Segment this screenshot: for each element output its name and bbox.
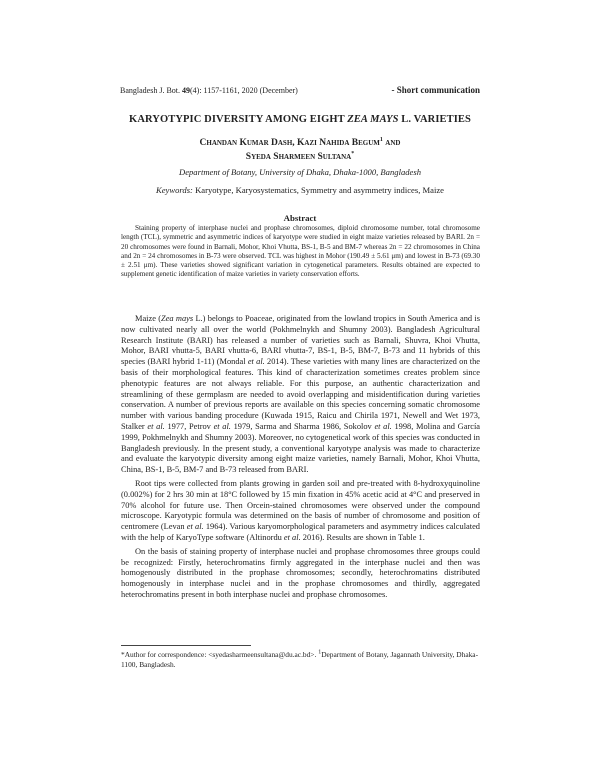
- affiliation: Department of Botany, University of Dhaka, Dhaka-1000, Bangladesh: [178, 167, 422, 177]
- title-species: ZEA MAYS: [347, 114, 399, 125]
- title-part1: KARYOTYPIC DIVERSITY AMONG EIGHT: [129, 114, 348, 125]
- keywords: [110, 185, 490, 195]
- journal-prefix: Bangladesh J. Bot.: [120, 86, 180, 95]
- abstract-heading: Abstract: [283, 213, 317, 223]
- footnote: *Author for correspondence: <syedasharmeensultana@du.ac.bd>. $^1$Department of Botany, Jagannath University, Dhaka-1100, Bangladesh.: [121, 649, 479, 669]
- section-label: - Short communication: [391, 85, 480, 95]
- title-part2: L. VARIETIES: [398, 114, 471, 125]
- journal-volume: 49: [182, 86, 190, 95]
- paper-title: [110, 114, 490, 125]
- footnote-divider: [121, 645, 251, 646]
- keywords-label: Keywords:: [156, 185, 193, 195]
- paragraph-1: Maize (Zea mays L.) belongs to Poaceae, originated from the lowland tropics in South America and is now cultivated nearly all over the world (Pokhmelnykh and Shumny 2003). Bangladesh Agricultural Research Institute (BARI) has released a number of varieties such as Barnali, Shuvra, Khoi Vhutta, Mohor, BARI vhutta-5, BARI vhutta-6, BARI vhutta-7, BS-1, B-5, BM-7, B-73 and 11 hybrids of this species (BARI hybrid 1-11) (Mondal et al. 2014). These varieties with many lines are characterized on the basis of their morphological features. This kind of characterization sometimes creates problem since phenotypic features are not always reliable. For this purpose, an authentic characterization and streamlining of these germplasm are needed to avoid overlapping and misidentification during varieties conservation. A number of previous reports are available on this species concerning somatic chromosome number with various banding procedure (Kuwada 1915, Raicu and Chirila 1971, Newell and Wet 1973, Stalker et al. 1977, Petrov et al. 1979, Sarma and Sharma 1986, Sokolov et al. 1998, Molina and García 1999, Pokhmelnykh and Shumny 2003). Moreover, no cytogenetical work of this species was conducted in Bangladesh previously. In the present study, a conventional karyotype analysis was made to characterize and evaluate the karyotypic diversity among eight maize varieties, namely Barnali, Mohor, Khoi Vhutta, China, BS-1, B-5, BM-7 and B-73 released from BARI.: [121, 314, 480, 475]
- journal-issue-pages: (4): 1157-1161, 2020 (December): [190, 86, 298, 95]
- paragraph-3: On the basis of staining property of interphase nuclei and prophase chromosomes three groups could be recognized: Firstly, heterochromatins firmly aggregated in the interphase nuclei and then was homogenously distributed in the prophase chromosomes; secondly, heterochromatins distributed homogenously in interphase nuclei and in the prophase chromosomes and thirdly, aggregated heterochromatins present in both interphase nuclei and prophase chromosomes.: [121, 546, 480, 599]
- keywords-text: Karyotype, Karyosystematics, Symmetry and asymmetry indices, Maize: [192, 185, 444, 195]
- body-text: [121, 314, 480, 604]
- author-line-1: Chandan Kumar Dash, Kazi Nahida Begum$^1$ and: [199, 136, 401, 148]
- author-line-2: Syeda Sharmeen Sultana*: [245, 150, 355, 162]
- journal-citation: [120, 86, 298, 95]
- paragraph-2: Root tips were collected from plants growing in garden soil and pre-treated with 8-hydroxyquinoline (0.002%) for 2 hrs 30 min at 18°C followed by 15 min fixation in 45% acetic acid at 4°C and preserved in 70% alcohol for future use. Then Orcein-stained chromosomes were observed under the compound microscope. Karyotypic formula was determined on the basis of number of chromosome and position of centromere (Levan et al. 1964). Various karyomorphological parameters and asymmetry indices calculated with the help of KaryoType software (Altinordu et al. 2016). Results are shown in Table 1.: [121, 478, 480, 542]
- abstract-text: Staining property of interphase nuclei and prophase chromosomes, diploid chromosome number, total chromosome length (TCL), symmetric and asymmetric indices of karyotype were studied in eight maize varieties released by BARI. 2n = 20 chromosomes were found in Barnali, Mohor, Khoi Vhutta, BS-1, B-5 and BM-7 whereas 2n = 22 chromosomes in China and 2n = 24 chromosomes in B-73 were observed. TCL was highest in Mohor (190.49 ± 5.61 μm) and lowest in B-73 (69.30 ± 2.51 μm). These varieties showed significant variation in cytogenetical parameters. Results obtained are expected to supplement genetic identification of maize varieties in variety conservation efforts.: [121, 224, 480, 279]
- author-list: [120, 136, 480, 164]
